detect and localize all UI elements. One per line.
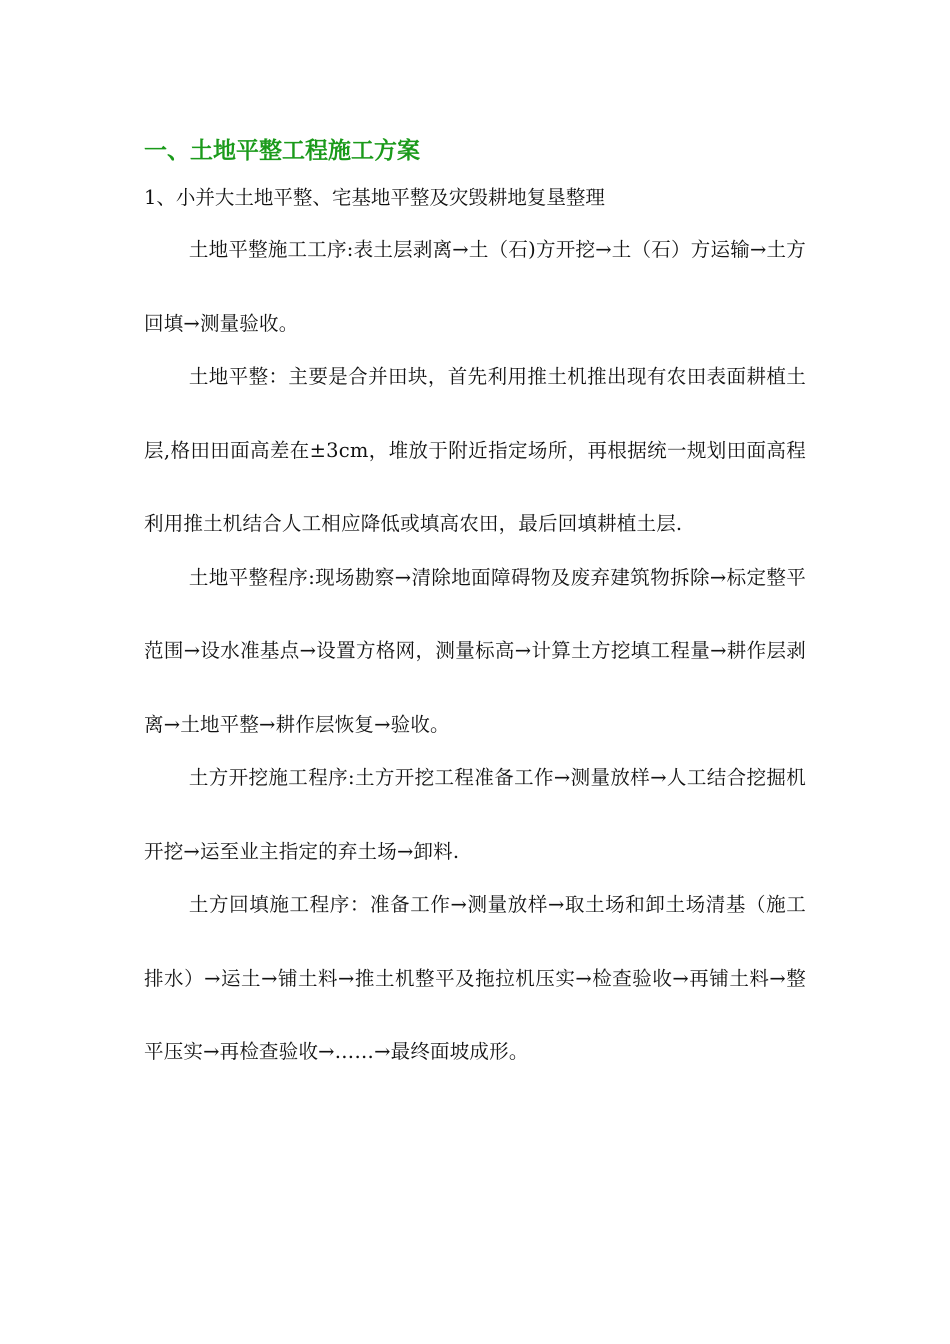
document-body xyxy=(144,133,806,1085)
paragraph-excavation-procedure: 土方开挖施工程序:土方开挖工程准备工作→测量放样→人工结合挖掘机开挖→运至业主指定的弃土场→卸料. xyxy=(144,766,806,863)
paragraph-leveling-procedure: 土地平整程序:现场勘察→清除地面障碍物及废弃建筑物拆除→标定整平范围→设水准基点→设置方格网，测量标高→计算土方挖填工程量→耕作层剥离→土地平整→耕作层恢复→验收。 xyxy=(144,565,806,736)
paragraph-land-leveling: 土地平整：主要是合并田块，首先利用推土机推出现有农田表面耕植土层,格田田面高差在±3cm，堆放于附近指定场所，再根据统一规划田面高程利用推土机结合人工相应降低或填高农田，最后回填耕植土层. xyxy=(144,365,806,535)
section-heading: 一、土地平整工程施工方案 xyxy=(144,137,420,164)
paragraph-backfill-procedure: 土方回填施工程序：准备工作→测量放样→取土场和卸土场清基（施工排水）→运土→铺土料→推土机整平及拖拉机压实→检查验收→再铺土料→整平压实→再检查验收→……→最终面坡成形。 xyxy=(144,893,806,1063)
paragraph-topsoil-process: 土地平整施工工序:表土层剥离→土（石)方开挖→土（石）方运输→土方回填→测量验收。 xyxy=(144,238,806,335)
subsection-heading: 1、小并大土地平整、宅基地平整及灾毁耕地复垦整理 xyxy=(144,186,605,209)
